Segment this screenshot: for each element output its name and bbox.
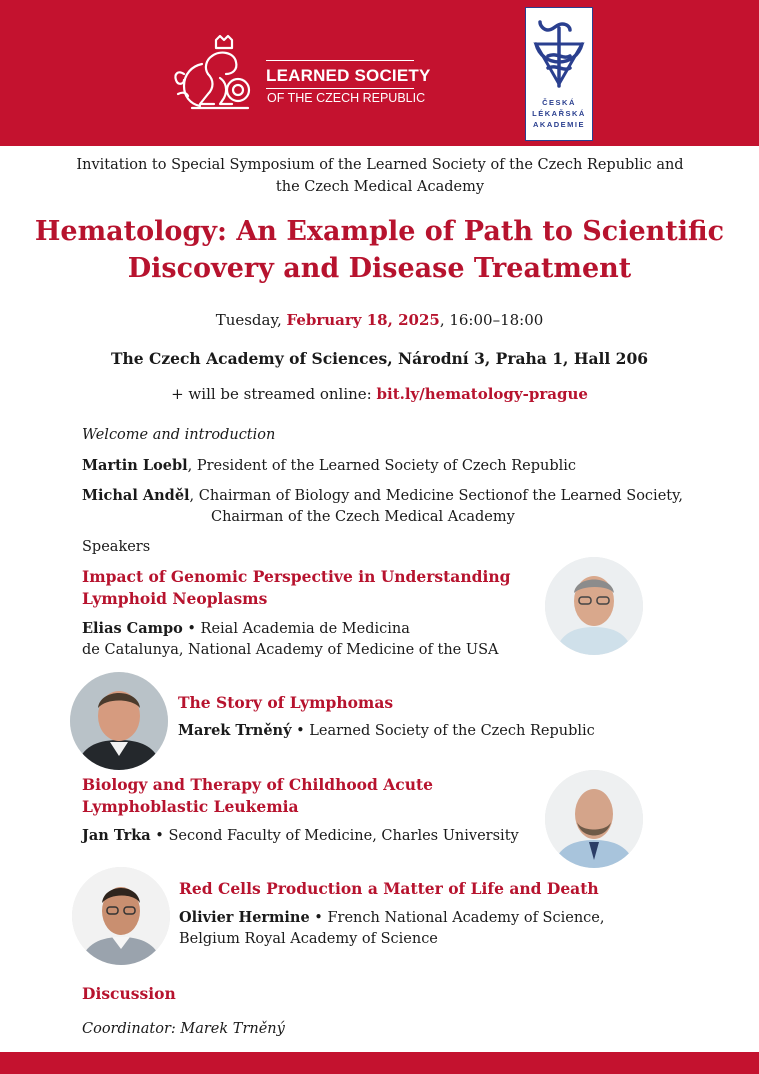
academy-name-line3: AKADEMIE bbox=[532, 120, 585, 129]
event-datetime bbox=[0, 311, 759, 329]
invitation-line-2: the Czech Medical Academy bbox=[275, 179, 485, 195]
welcome-label: Welcome and introduction bbox=[82, 427, 276, 443]
speaker-3-photo bbox=[545, 770, 643, 868]
speaker-1-photo bbox=[545, 557, 643, 655]
title-line-1: Hematology: An Example of Path to Scientific bbox=[34, 216, 725, 247]
talk-1-title bbox=[82, 566, 510, 610]
talk-1-speaker-name: Elias Campo bbox=[82, 620, 183, 637]
talk-2-affiliation: • Learned Society of the Czech Republic bbox=[291, 723, 595, 739]
host-1-name: Martin Loebl bbox=[82, 457, 188, 474]
academy-name-line2: LÉKAŘSKÁ bbox=[532, 109, 586, 118]
speakers-label: Speakers bbox=[82, 539, 151, 555]
event-day: Tuesday, bbox=[215, 311, 282, 329]
host-2-role: , Chairman of Biology and Medicine Sectionof the Learned Society, bbox=[189, 488, 683, 504]
academy-name-line1: ČESKÁ bbox=[542, 98, 576, 107]
talk-2-title: The Story of Lymphomas bbox=[178, 693, 394, 712]
event-date: February 18, 2025 bbox=[286, 311, 440, 329]
talk-4-affiliation: • French National Academy of Science, bbox=[309, 910, 605, 926]
talk-1-speaker bbox=[82, 620, 410, 637]
talk-1-title-line-1: Impact of Genomic Perspective in Understanding bbox=[82, 567, 511, 586]
event-venue: The Czech Academy of Sciences, Národní 3, Praha 1, Hall 206 bbox=[110, 349, 649, 368]
talk-3-speaker bbox=[82, 827, 519, 844]
talk-4-speaker-name: Olivier Hermine bbox=[179, 909, 310, 926]
invitation-text bbox=[30, 154, 730, 198]
host-2 bbox=[82, 487, 683, 504]
event-time: , 16:00–18:00 bbox=[439, 311, 544, 329]
talk-2-speaker-name: Marek Trněný bbox=[178, 722, 292, 739]
event-stream bbox=[0, 385, 759, 403]
society-divider-top bbox=[266, 60, 414, 61]
talk-1-affiliation: • Reial Academia de Medicina bbox=[182, 621, 410, 637]
talk-3-affiliation: • Second Faculty of Medicine, Charles University bbox=[150, 828, 519, 844]
society-subtitle: OF THE CZECH REPUBLIC bbox=[267, 91, 426, 105]
speaker-4-photo bbox=[72, 867, 170, 965]
host-1 bbox=[82, 457, 576, 474]
talk-3-title bbox=[82, 774, 433, 818]
speaker-2-photo bbox=[70, 672, 168, 770]
page-title bbox=[10, 213, 749, 287]
host-1-role: , President of the Learned Society of Czech Republic bbox=[187, 458, 577, 474]
header-banner bbox=[0, 0, 759, 146]
talk-4-affiliation-continued: Belgium Royal Academy of Science bbox=[179, 931, 438, 947]
talk-4-speaker bbox=[179, 909, 604, 926]
society-name: LEARNED SOCIETY bbox=[266, 66, 431, 85]
academy-logo-box bbox=[525, 7, 593, 141]
society-divider-bottom bbox=[266, 88, 414, 89]
stream-prefix: + will be streamed online: bbox=[171, 385, 377, 403]
talk-3-title-line-2: Lymphoblastic Leukemia bbox=[82, 797, 299, 816]
talk-2-speaker bbox=[178, 722, 595, 739]
caduceus-logo-icon bbox=[530, 14, 588, 92]
title-line-2: Discovery and Disease Treatment bbox=[127, 253, 632, 284]
talk-1-affiliation-continued: de Catalunya, National Academy of Medicine of the USA bbox=[82, 642, 499, 658]
discussion-label: Discussion bbox=[82, 984, 176, 1003]
talk-4-title: Red Cells Production a Matter of Life and Death bbox=[179, 879, 599, 898]
coordinator: Coordinator: Marek Trněný bbox=[82, 1021, 285, 1037]
stream-link[interactable]: bit.ly/hematology-prague bbox=[376, 385, 588, 403]
host-2-role-continued: Chairman of the Czech Medical Academy bbox=[211, 509, 515, 525]
footer-bar bbox=[0, 1052, 759, 1074]
talk-1-title-line-2: Lymphoid Neoplasms bbox=[82, 589, 268, 608]
host-2-name: Michal Anděl bbox=[82, 487, 190, 504]
talk-3-speaker-name: Jan Trka bbox=[82, 827, 151, 844]
lion-logo-icon bbox=[172, 34, 258, 114]
invitation-line-1: Invitation to Special Symposium of the Learned Society of the Czech Republic and bbox=[76, 157, 684, 173]
talk-3-title-line-1: Biology and Therapy of Childhood Acute bbox=[82, 775, 434, 794]
